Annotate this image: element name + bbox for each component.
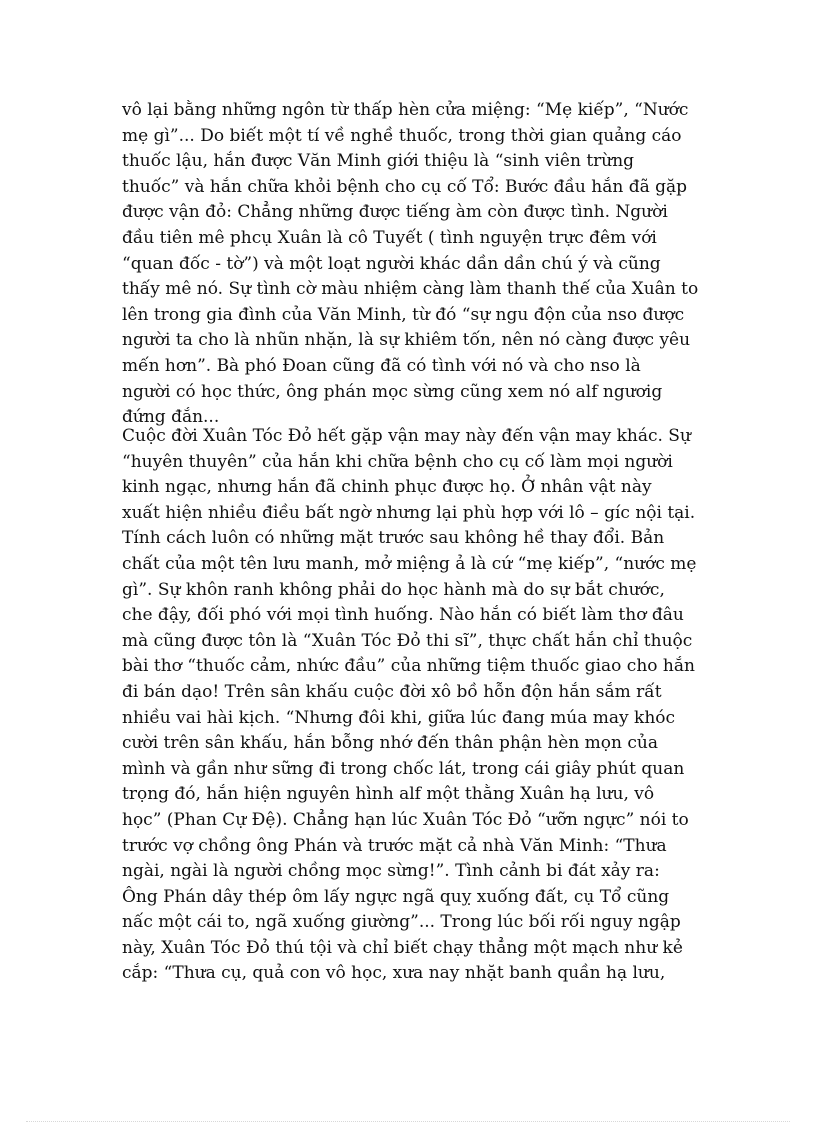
paragraph-1 (122, 98, 702, 431)
text-line: người ta cho là nhũn nhặn, là sự khiêm tốn, nên nó càng được yêu (122, 330, 691, 351)
text-line: này, Xuân Tóc Đỏ thú tội và chỉ biết chạy thẳng một mạch như kẻ (122, 937, 683, 958)
text-line: được vận đỏ: Chẳng những được tiếng àm còn được tình. Người (122, 202, 668, 223)
text-line: đứng đắn... (122, 407, 220, 428)
text-line: người có học thức, ông phán mọc sừng cũng xem nó alf ngươig (122, 381, 663, 402)
text-line: học” (Phan Cự Đệ). Chẳng hạn lúc Xuân Tóc Đỏ “ưỡn ngực” nói to (122, 809, 689, 830)
text-line: Cuộc đời Xuân Tóc Đỏ hết gặp vận may này đến vận may khác. Sự (122, 426, 691, 446)
text-line: thuốc” và hắn chữa khỏi bệnh cho cụ cố Tổ: Bước đầu hắn đã gặp (122, 176, 688, 197)
text-line: Tính cách luôn có những mặt trước sau không hề thay đổi. Bản (122, 528, 665, 549)
text-line: cười trên sân khấu, hắn bỗng nhớ đến thân phận hèn mọn của (122, 733, 658, 754)
text-line: trọng đó, hắn hiện nguyên hình alf một thằng Xuân hạ lưu, vô (122, 784, 655, 805)
text-line: nấc một cái to, ngã xuống giường”... Trong lúc bối rối nguy ngập (122, 912, 681, 933)
text-line: thuốc lậu, hắn được Văn Minh giới thiệu là “sinh viên trừng (122, 151, 635, 172)
text-line: đi bán dạo! Trên sân khấu cuộc đời xô bồ hỗn độn hắn sắm rất (122, 681, 662, 702)
text-line: “huyên thuyên” của hắn khi chữa bệnh cho cụ cố làm mọi người (122, 451, 673, 472)
text-line: “quan đốc - tờ”) và một loạt người khác dần dần chú ý và cũng (122, 253, 661, 274)
paragraph-2 (122, 424, 702, 987)
page-bottom-divider (26, 1121, 790, 1122)
text-line: thấy mê nó. Sự tình cờ màu nhiệm càng làm thanh thế của Xuân to (122, 279, 699, 300)
text-line: xuất hiện nhiều điều bất ngờ nhưng lại phù hợp với lô – gíc nội tại. (122, 502, 696, 523)
text-line: mẹ gì”... Do biết một tí về nghề thuốc, trong thời gian quảng cáo (122, 125, 682, 146)
text-line: trước vợ chồng ông Phán và trước mặt cả nhà Văn Minh: “Thưa (122, 835, 667, 856)
text-line: đầu tiên mê phcụ Xuân là cô Tuyết ( tình nguyện trực đêm với (122, 227, 657, 248)
text-line: ngài, ngài là người chồng mọc sừng!”. Tình cảnh bi đát xảy ra: (122, 861, 660, 882)
text-line: bài thơ “thuốc cảm, nhức đầu” của những tiệm thuốc giao cho hắn (122, 656, 695, 677)
text-line: gì”. Sự khôn ranh không phải do học hành mà do sự bắt chước, (122, 579, 665, 600)
text-line: mình và gần như sững đi trong chốc lát, trong cái giây phút quan (122, 758, 685, 779)
text-line: mến hơn”. Bà phó Đoan cũng đã có tình với nó và cho nso là (122, 355, 641, 376)
text-line: che đậy, đối phó với mọi tình huống. Nào hắn có biết làm thơ đâu (122, 605, 684, 626)
text-line: lên trong gia đình của Văn Minh, từ đó “sự ngu độn của nso được (122, 304, 685, 325)
text-line: Ông Phán dây thép ôm lấy ngực ngã quỵ xuống đất, cụ Tổ cũng (122, 886, 670, 907)
text-line: mà cũng được tôn là “Xuân Tóc Đỏ thi sĩ”, thực chất hắn chỉ thuộc (122, 630, 693, 651)
text-line: kinh ngạc, nhưng hắn đã chinh phục được họ. Ở nhân vật này (122, 477, 652, 498)
text-line: vô lại bằng những ngôn từ thấp hèn cửa miệng: “Mẹ kiếp”, “Nước (122, 100, 689, 120)
text-line: nhiều vai hài kịch. “Nhưng đôi khi, giữa lúc đang múa may khóc (122, 707, 676, 728)
text-line: chất của một tên lưu manh, mở miệng ả là cứ “mẹ kiếp”, “nước mẹ (122, 553, 697, 574)
text-line: cắp: “Thưa cụ, quả con vô học, xưa nay nhặt banh quần hạ lưu, (122, 963, 666, 984)
